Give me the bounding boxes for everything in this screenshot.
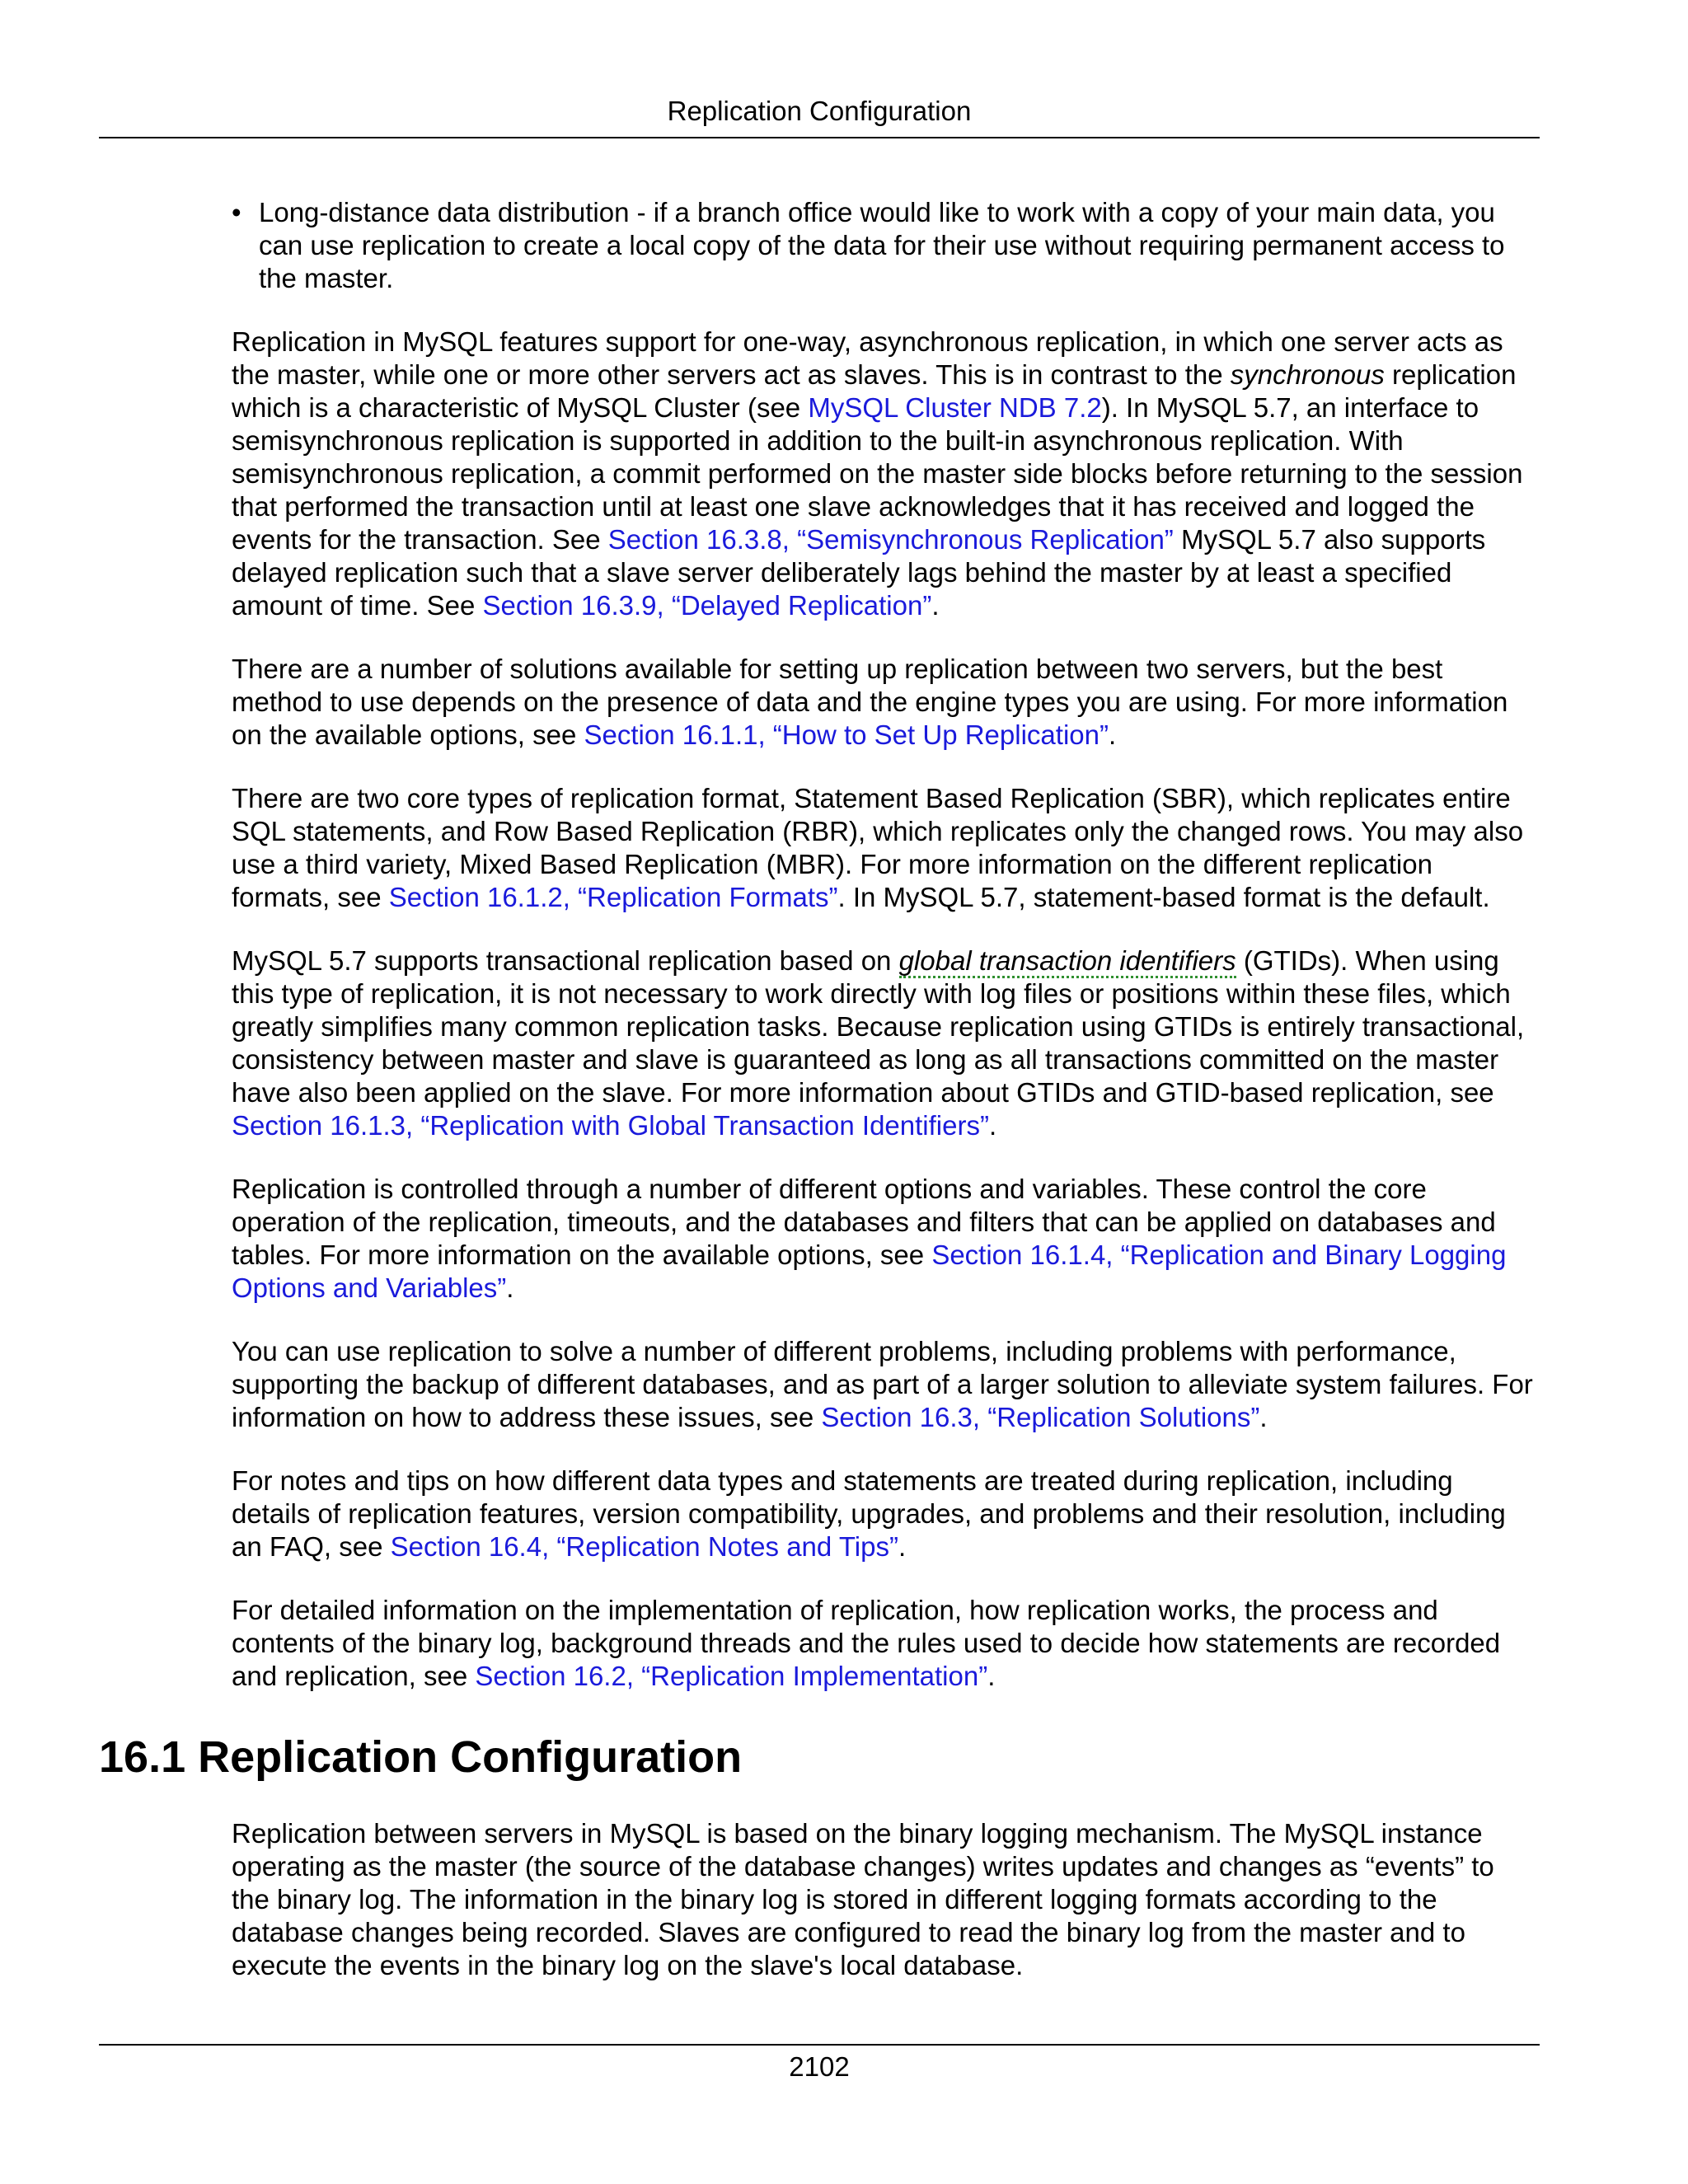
bullet-item	[232, 196, 1534, 295]
running-header: Replication Configuration	[667, 96, 972, 126]
link-notes-and-tips[interactable]: Section 16.4, “Replication Notes and Tips”	[390, 1531, 898, 1562]
paragraph-replication-formats: There are two core types of replication format, Statement Based Replication (SBR), which replicates entire SQL statements, and Row Based Replication (RBR), which replicates only the changed rows. You may also use a third variety, Mixed Based Replication (MBR). For more information on the different replication formats, see Section 16.1.2, “Replication Formats”. In MySQL 5.7, statement-based format is the default.	[232, 783, 1524, 912]
paragraph-gtids: MySQL 5.7 supports transactional replication based on global transaction identifiers (GTIDs). When using this type of replication, it is not necessary to work directly with log files or positions within these files, which greatly simplifies many common replication tasks. Because replication using GTIDs is entirely transactional, consistency between master and slave is guaranteed as long as all transactions committed on the master have also been applied on the slave. For more information about GTIDs and GTID-based replication, see Section 16.1.3, “Replication with Global Transaction Identifiers”.	[232, 945, 1525, 1141]
link-replication-solutions[interactable]: Section 16.3, “Replication Solutions”	[821, 1402, 1260, 1432]
glossary-link-gtid[interactable]: global transaction identifiers	[899, 945, 1236, 978]
section-body	[232, 1817, 1534, 1982]
page-number: 2102	[789, 2051, 850, 2082]
link-semisynchronous-replication[interactable]: Section 16.3.8, “Semisynchronous Replication”	[607, 524, 1174, 555]
emphasis-synchronous: synchronous	[1230, 359, 1385, 390]
header-rule	[99, 137, 1540, 138]
section-heading: 16.1 Replication Configuration	[99, 1732, 743, 1782]
paragraph-implementation: For detailed information on the implementation of replication, how replication works, the process and contents of the binary log, background threads and the rules used to decide how statements are recorded and replication, see Section 16.2, “Replication Implementation”.	[232, 1595, 1501, 1691]
link-replication-implementation[interactable]: Section 16.2, “Replication Implementation”	[475, 1661, 988, 1691]
paragraph-notes-tips: For notes and tips on how different data types and statements are treated during replication, including details of replication features, version compatibility, upgrades, and problems and their resolution, including an FAQ, see Section 16.4, “Replication Notes and Tips”.	[232, 1465, 1506, 1562]
link-how-to-set-up-replication[interactable]: Section 16.1.1, “How to Set Up Replication”	[584, 719, 1109, 750]
footer-rule	[99, 2044, 1540, 2046]
bullet-dot: •	[232, 197, 241, 227]
paragraph-replication-overview: Replication in MySQL features support for one-way, asynchronous replication, in which one server acts as the master, while one or more other servers act as slaves. This is in contrast to the synchronous replication which is a characteristic of MySQL Cluster (see MySQL Cluster NDB 7.2). In MySQL 5.7, an interface to semisynchronous replication is supported in addition to the built-in asynchronous replication. With semisynchronous replication, a commit performed on the master side blocks before returning to the session that performed the transaction until at least one slave acknowledges that it has received and logged the events for the transaction. See Section 16.3.8, “Semisynchronous Replication” MySQL 5.7 also supports delayed replication such that a slave server deliberately lags behind the master by at least a specified amount of time. See Section 16.3.9, “Delayed Replication”.	[232, 326, 1523, 621]
link-replication-with-gtids[interactable]: Section 16.1.3, “Replication with Global Transaction Identifiers”	[232, 1110, 989, 1141]
paragraph-options-variables: Replication is controlled through a number of different options and variables. These control the core operation of the replication, timeouts, and the databases and filters that can be applied on databases and tables. For more information on the available options, see Section 16.1.4, “Replication and Binary Logging Options and Variables”.	[232, 1174, 1507, 1303]
paragraph-solutions: You can use replication to solve a number of different problems, including problems with performance, supporting the backup of different databases, and as part of a larger solution to alleviate system failures. For information on how to address these issues, see Section 16.3, “Replication Solutions”.	[232, 1336, 1533, 1432]
link-mysql-cluster[interactable]: MySQL Cluster NDB 7.2	[808, 392, 1102, 423]
link-replication-formats[interactable]: Section 16.1.2, “Replication Formats”	[388, 882, 838, 912]
link-delayed-replication[interactable]: Section 16.3.9, “Delayed Replication”	[482, 590, 932, 621]
link-options-and-variables[interactable]: Section 16.1.4, “Replication and Binary Logging Options and Variables”	[232, 1240, 1507, 1303]
page-content	[232, 196, 1534, 1723]
paragraph-binary-logging: Replication between servers in MySQL is based on the binary logging mechanism. The MySQL instance operating as the master (the source of the database changes) writes updates and changes as “events” to the binary log. The information in the binary log is stored in different logging formats according to the database changes being recorded. Slaves are configured to read the binary log from the master and to execute the events in the binary log on the slave's local database.	[232, 1818, 1494, 1980]
bullet-text: Long-distance data distribution - if a branch office would like to work with a copy of your main data, you can use replication to create a local copy of the data for their use without requiring permanent access to the master.	[259, 197, 1505, 293]
paragraph-setup-solutions: There are a number of solutions available for setting up replication between two servers, but the best method to use depends on the presence of data and the engine types you are using. For more information on the available options, see Section 16.1.1, “How to Set Up Replication”.	[232, 654, 1508, 750]
